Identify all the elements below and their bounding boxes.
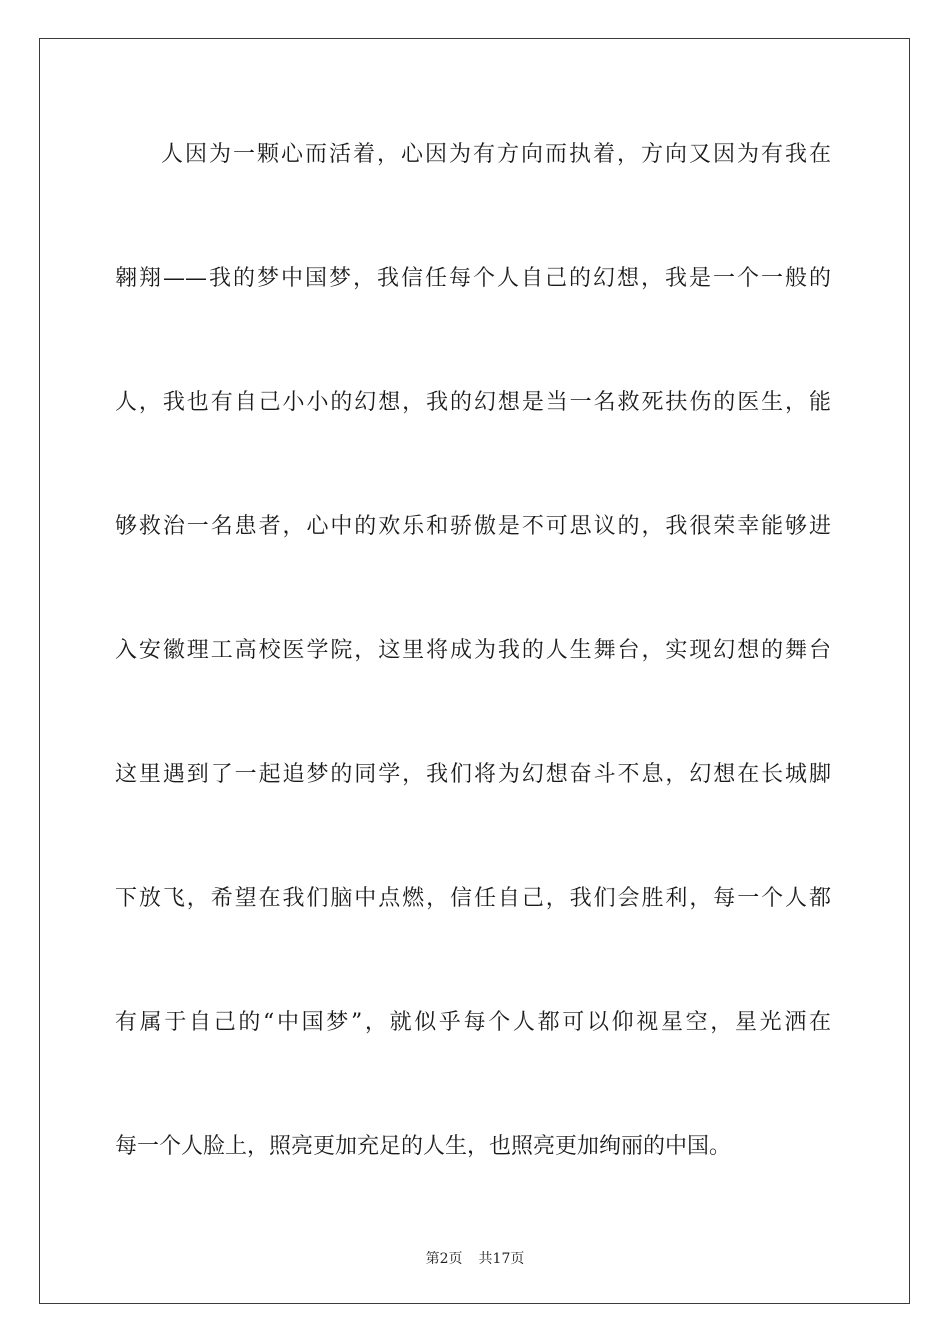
paragraph-line: 这里遇到了一起追梦的同学，我们将为幻想奋斗不息，幻想在长城脚 [115, 762, 831, 787]
document-body [115, 124, 831, 1240]
page-total: 共17页 [478, 1251, 525, 1267]
paragraph-line: 够救治一名患者，心中的欢乐和骄傲是不可思议的，我很荣幸能够进 [115, 514, 831, 539]
page-number: 第2页 [425, 1251, 463, 1267]
paragraph-line: 有属于自己的“中国梦”，就似乎每个人都可以仰视星空，星光洒在 [115, 1010, 831, 1035]
paragraph-line: 每一个人脸上，照亮更加充足的人生，也照亮更加绚丽的中国。 [115, 1134, 732, 1159]
page-footer [0, 1248, 950, 1268]
paragraph-line: 翱翔——我的梦中国梦，我信任每个人自己的幻想，我是一个一般的 [115, 266, 831, 291]
paragraph-line: 人，我也有自己小小的幻想，我的幻想是当一名救死扶伤的医生，能 [115, 390, 831, 415]
paragraph-line: 下放飞，希望在我们脑中点燃，信任自己，我们会胜利，每一个人都 [115, 886, 831, 911]
paragraph-line: 入安徽理工高校医学院，这里将成为我的人生舞台，实现幻想的舞台 [115, 638, 831, 663]
paragraph-line: 人因为一颗心而活着，心因为有方向而执着，方向又因为有我在 [161, 142, 831, 167]
